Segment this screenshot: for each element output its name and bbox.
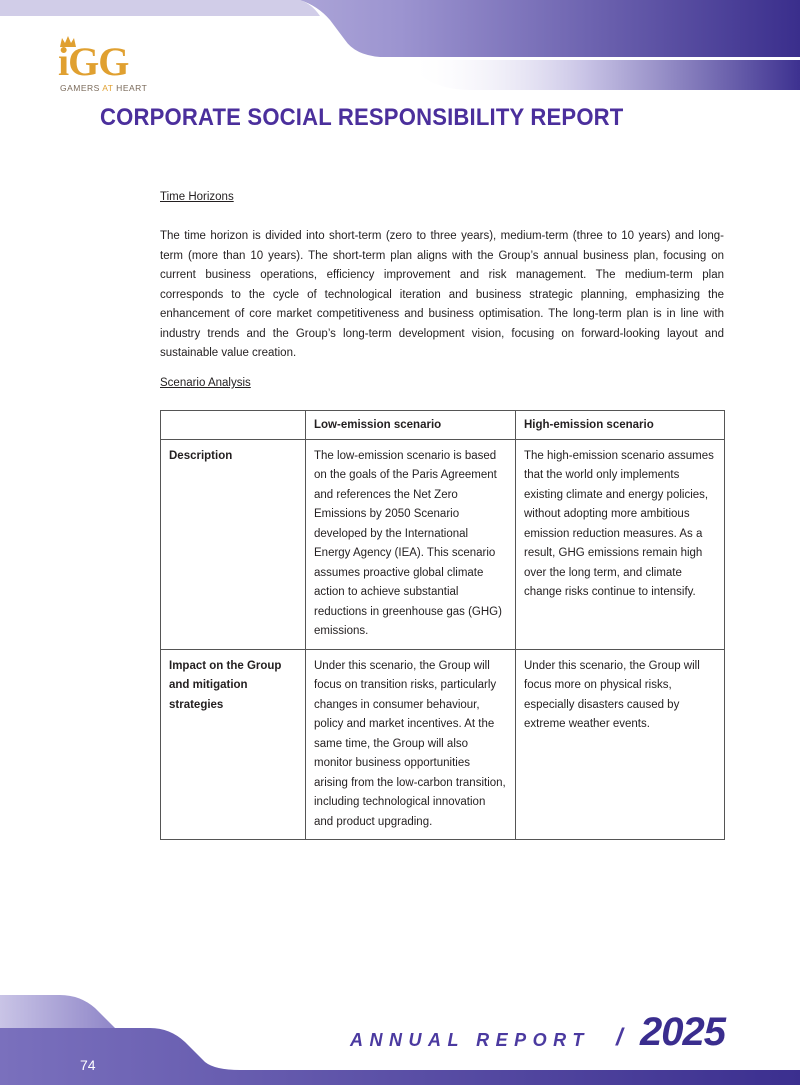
- annual-report-label: ANNUAL REPORT: [350, 1030, 590, 1050]
- table-header-cell: High-emission scenario: [516, 411, 725, 440]
- table-row: [161, 649, 725, 840]
- igg-logo: [58, 36, 150, 92]
- time-horizons-heading: Time Horizons: [160, 191, 234, 203]
- table-header-cell: Low-emission scenario: [306, 411, 516, 440]
- page-number: 74: [80, 1057, 96, 1073]
- table-row-label: Description: [161, 439, 306, 649]
- logo-wordmark: iGG: [58, 39, 129, 84]
- table-cell: The high-emission scenario assumes that the world only implements existing climate and energy policies, without adopting more ambitious emission reduction measures. As a result, GHG emissions remain high over the long term, and climate change risks continue to intensify.: [516, 439, 725, 649]
- scenario-analysis-heading: Scenario Analysis: [160, 377, 251, 389]
- table-cell: The low-emission scenario is based on the goals of the Paris Agreement and references the Net Zero Emissions by 2050 Scenario developed by the International Energy Agency (IEA). This scenario assumes proactive global climate action to achieve substantial reductions in greenhouse gas (GHG) emissions.: [306, 439, 516, 649]
- scenario-table: [160, 410, 725, 840]
- table-header-row: [161, 411, 725, 440]
- table-header-cell: [161, 411, 306, 440]
- report-year: 2025: [640, 1010, 725, 1054]
- table-cell: Under this scenario, the Group will focus on transition risks, particularly changes in consumer behaviour, policy and market incentives. At the same time, the Group will also monitor business opportunities arising from the low-carbon transition, including technological innovation and product upgrading.: [306, 649, 516, 840]
- table-row: [161, 439, 725, 649]
- report-title: CORPORATE SOCIAL RESPONSIBILITY REPORT: [100, 104, 624, 131]
- table-row-label: Impact on the Group and mitigation strategies: [161, 649, 306, 840]
- time-horizons-paragraph: The time horizon is divided into short-term (zero to three years), medium-term (three to 10 years) and long-term (more than 10 years). The short-term plan aligns with the Group’s annual business plan, focusing on current business operations, efficiency improvement and risk management. The medium-term plan corresponds to the cycle of technological iteration and business strategic planning, emphasizing the enhancement of core market competitiveness and business optimisation. The long-term plan is in line with industry trends and the Group’s long-term development vision, focusing on forward-looking layout and sustainable value creation.: [160, 230, 724, 359]
- logo-tagline: GAMERS AT HEART: [60, 83, 148, 93]
- footer-slash: /: [616, 1024, 623, 1051]
- table-cell: Under this scenario, the Group will focus more on physical risks, especially disasters caused by extreme weather events.: [516, 649, 725, 840]
